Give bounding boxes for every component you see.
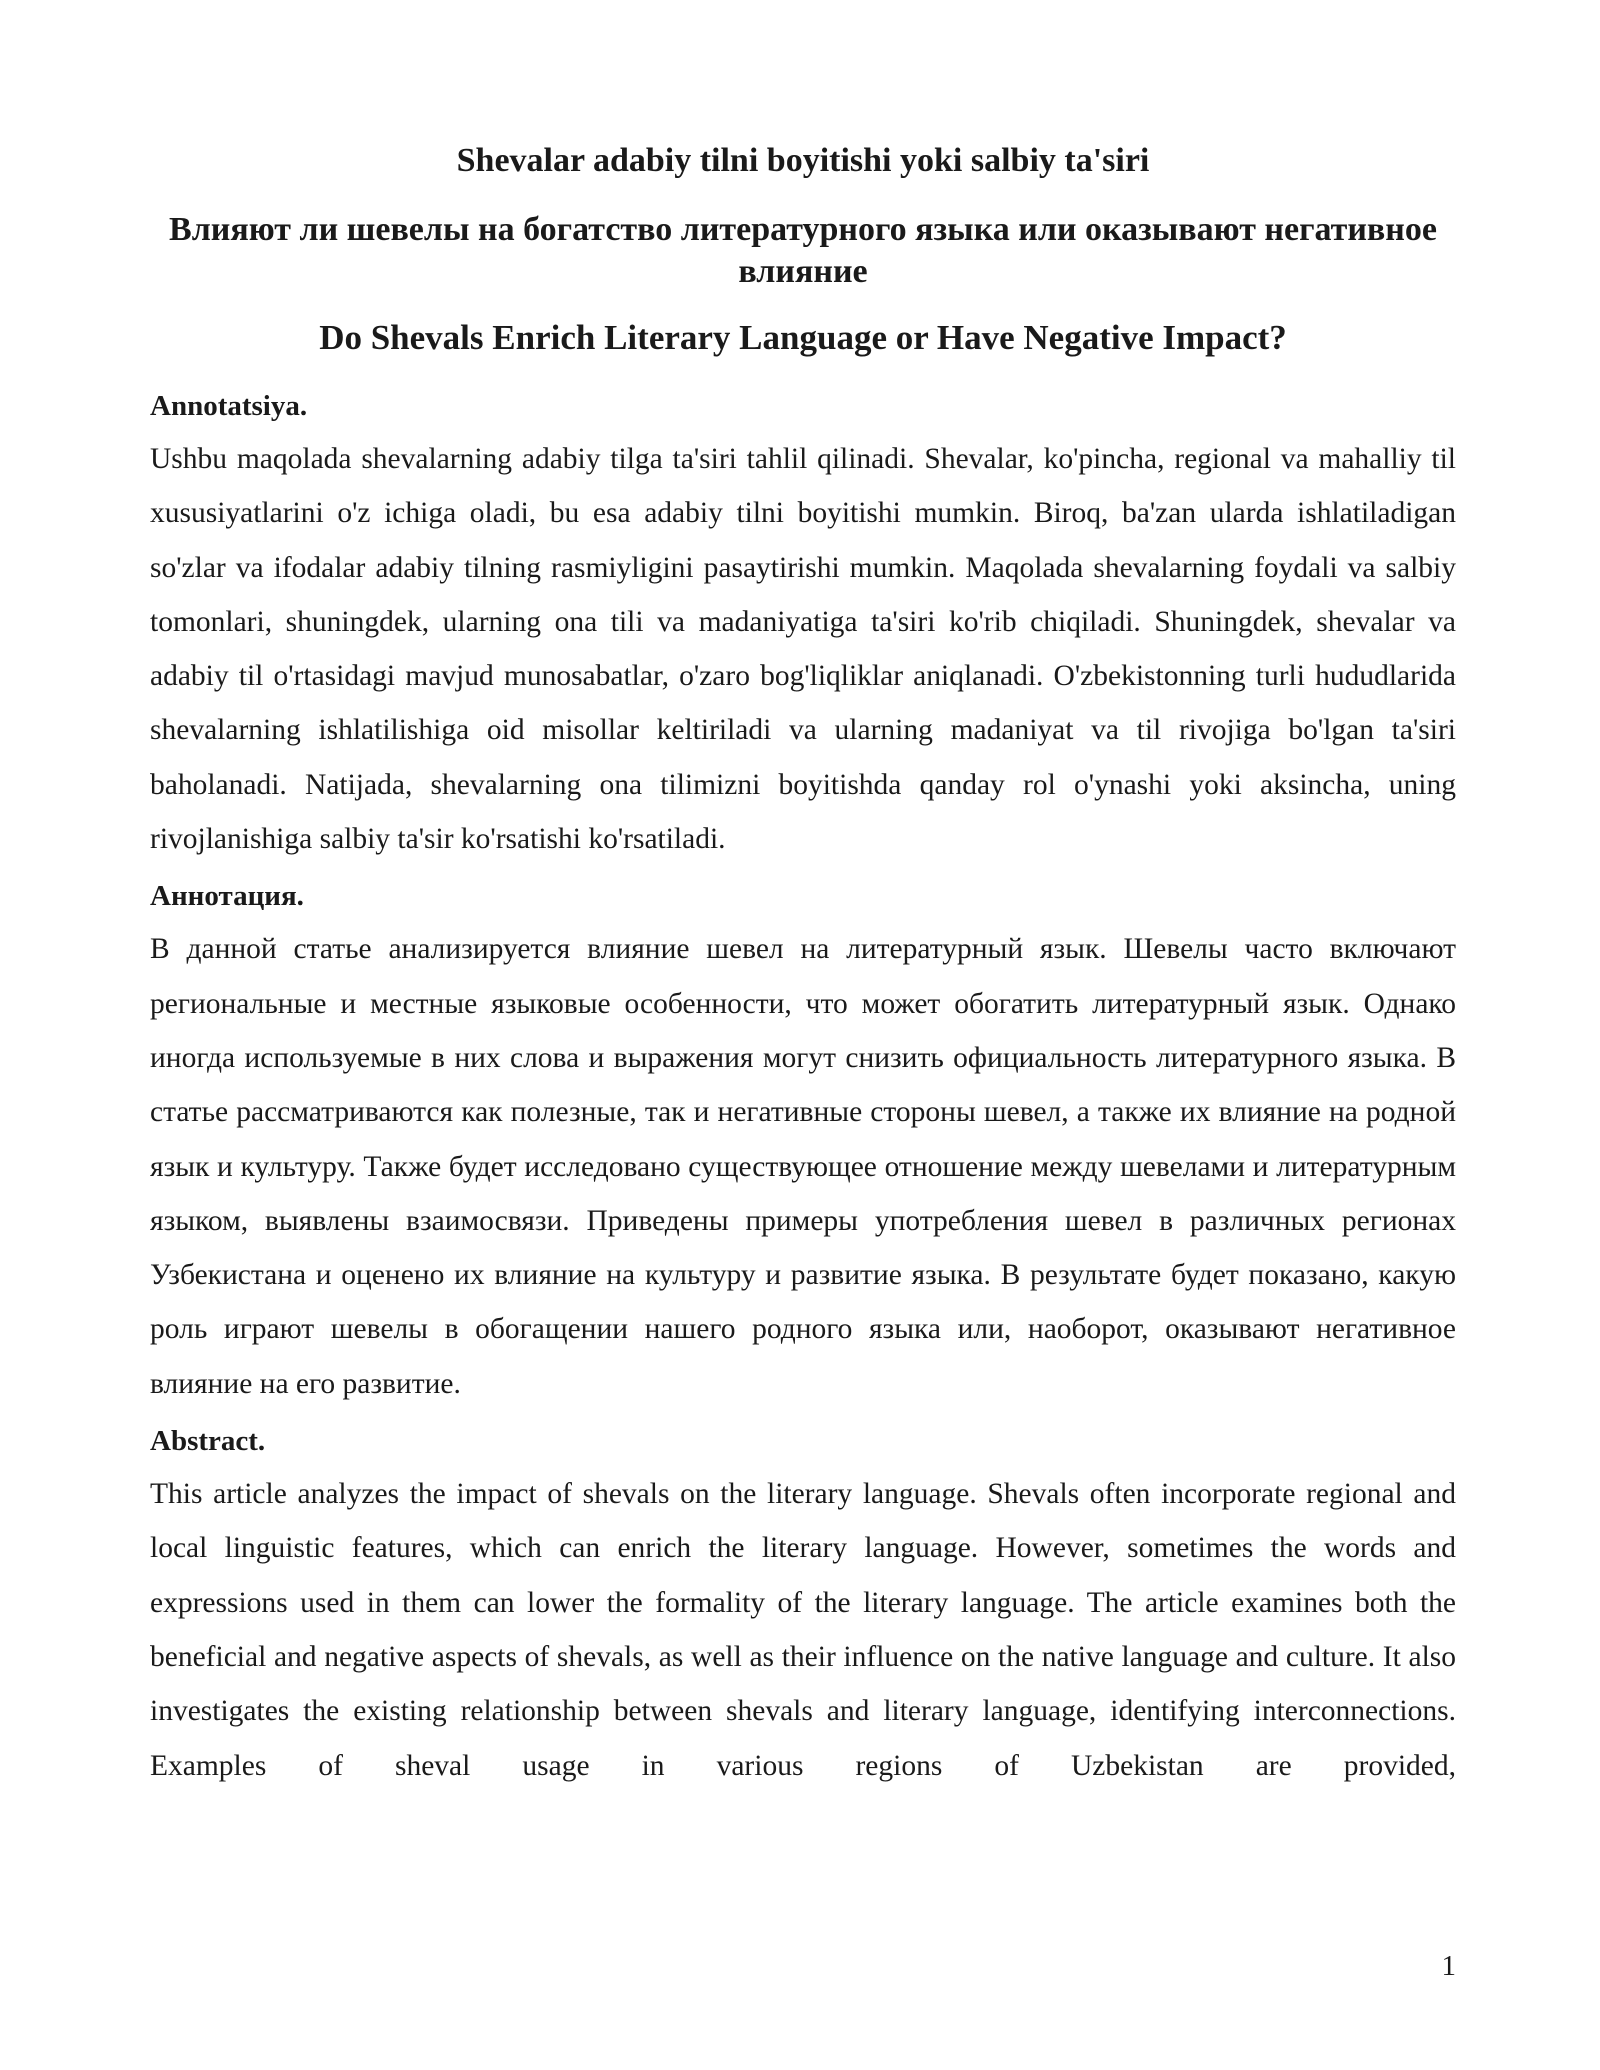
title-russian: Влияют ли шевелы на богатство литературного языка или оказывают негативное влияние [169, 211, 1437, 290]
page-number: 1 [1441, 1950, 1456, 1982]
paragraph-annotatsiya-ru: В данной статье анализируется влияние шевел на литературный язык. Шевелы часто включают региональные и местные языковые особенности, что может обогатить литературный язык. Однако иногда используемые в них слова и выражения могут снизить официальность литературного языка. В статье рассматриваются как полезные, так и негативные стороны шевел, а также их влияние на родной язык и культуру. Также будет исследовано существующее отношение между шевелами и литературным языком, выявлены взаимосвязи. Приведены примеры употребления шевел в различных регионах Узбекистана и оценено их влияние на культуру и развитие языка. В результате будет показано, какую роль играют шевелы в обогащении нашего родного языка или, наоборот, оказывают негативное влияние на его развитие. [150, 933, 1456, 1400]
section-heading-annotatsiya-ru: Аннотация. [150, 880, 304, 913]
paragraph-annotatsiya: Ushbu maqolada shevalarning adabiy tilga ta'siri tahlil qilinadi. Shevalar, ko'pincha, regional va mahalliy til xususiyatlarini o'z ichiga oladi, bu esa adabiy tilni boyitishi mumkin. Biroq, ba'zan ularda ishlatiladigan so'zlar va ifodalar adabiy tilning rasmiyligini pasaytirishi mumkin. Maqolada shevalarning foydali va salbiy tomonlari, shuningdek, ularning ona tili va madaniyatiga ta'siri ko'rib chiqiladi. Shuningdek, shevalar va adabiy til o'rtasidagi mavjud munosabatlar, o'zaro bog'liqliklar aniqlanadi. O'zbekistonning turli hududlarida shevalarning ishlatilishiga oid misollar keltiriladi va ularning madaniyat va til rivojiga bo'lgan ta'siri baholanadi. Natijada, shevalarning ona tilimizni boyitishda qanday rol o'ynashi yoki aksincha, uning rivojlanishiga salbiy ta'sir ko'rsatishi ko'rsatiladi. [150, 443, 1456, 856]
title-uzbek: Shevalar adabiy tilni boyitishi yoki salbiy ta'siri [456, 142, 1150, 179]
section-heading-abstract: Abstract. [150, 1425, 266, 1458]
document-page [150, 140, 1456, 1801]
section-annotatsiya [150, 384, 1456, 866]
section-annotatsiya-ru [150, 874, 1456, 1411]
paragraph-abstract: This article analyzes the impact of shevals on the literary language. Shevals often incorporate regional and local linguistic features, which can enrich the literary language. However, sometimes the words and expressions used in them can lower the formality of the literary language. The article examines both the beneficial and negative aspects of shevals, as well as their influence on the native language and culture. It also investigates the existing relationship between shevals and literary language, identifying interconnections. Examples of sheval usage in various regions of Uzbekistan are provided, [150, 1478, 1456, 1782]
section-heading-annotatsiya: Annotatsiya. [150, 390, 308, 422]
title-english: Do Shevals Enrich Literary Language or Have Negative Impact? [319, 318, 1287, 357]
section-abstract [150, 1419, 1456, 1793]
